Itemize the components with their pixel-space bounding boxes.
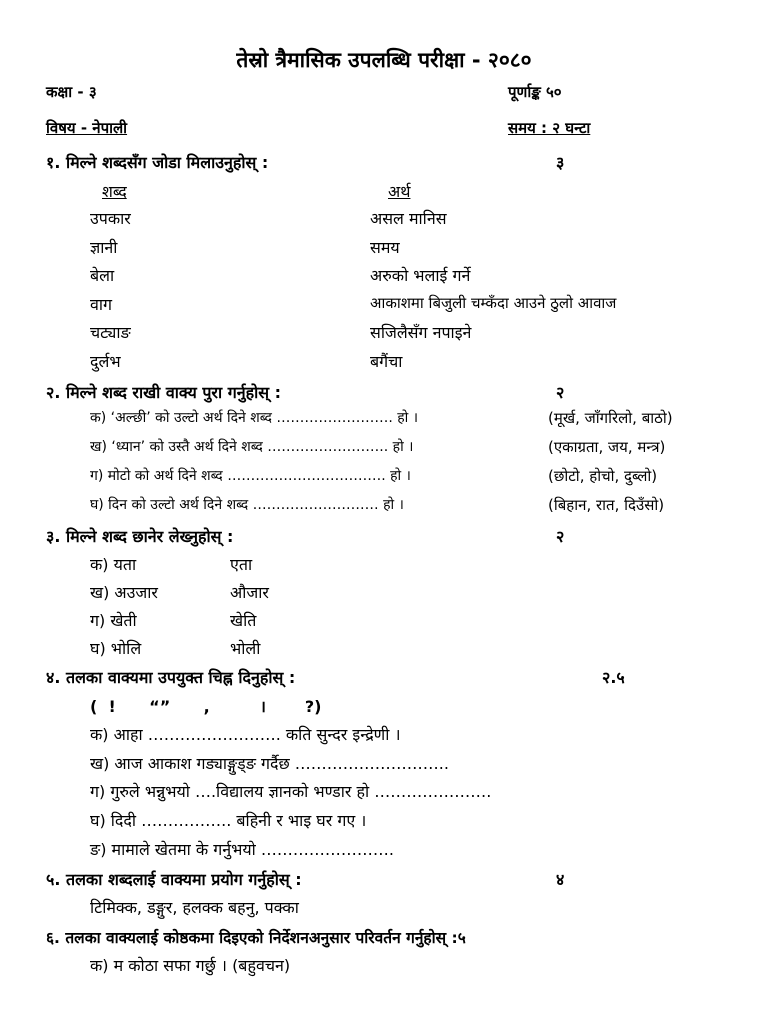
q1-word: बेला <box>90 266 115 285</box>
q3-item: ग) खेती <box>90 611 137 630</box>
q1-col-word: शब्द <box>102 182 127 201</box>
q1-word: दुर्लभ <box>90 352 121 371</box>
q2-item: ग) मोटो को अर्थ दिने शब्द ……………………………. हो । <box>90 468 411 484</box>
class-label: कक्षा - ३ <box>46 83 97 101</box>
q2-heading: २. मिल्ने शब्द राखी वाक्य पुरा गर्नुहोस् : <box>46 383 282 402</box>
q1-word: उपकार <box>90 209 131 228</box>
q1-meaning: समय <box>370 238 400 257</box>
q2-item: ख) ‘ध्यान’ को उस्तै अर्थ दिने शब्द …………………….. हो । <box>90 439 414 455</box>
q1-word: वाग <box>90 295 113 314</box>
q4-item: घ) दिदी …………….. बहिनी र भाइ घर गए । <box>90 811 367 830</box>
q3-alt: एता <box>230 555 253 574</box>
q1-meaning: बगैंचा <box>370 352 403 371</box>
q4-marks: २.५ <box>602 668 625 687</box>
q5-words: टिमिक्क, डङ्गुर, हलक्क बहनु, पक्का <box>90 898 299 917</box>
q4-heading: ४. तलका वाक्यमा उपयुक्त चिह्न दिनुहोस् : <box>46 668 296 687</box>
q3-alt: औजार <box>230 583 269 602</box>
q4-item: ङ) मामाले खेतमा के गर्नुभयो ……………………. <box>90 840 394 859</box>
q4-symbols: ( ! “” , । ?) <box>90 697 322 716</box>
q1-meaning: आकाशमा बिजुली चम्कँदा आउने ठुलो आवाज <box>370 294 617 312</box>
q1-meaning: असल मानिस <box>370 209 447 228</box>
subject-text: विषय - नेपाली <box>46 119 128 137</box>
q2-marks: २ <box>556 383 565 402</box>
q2-options: (एकाग्रता, जय, मन्त्र) <box>548 438 666 456</box>
q1-marks: ३ <box>556 153 565 172</box>
q1-heading: १. मिल्ने शब्दसँग जोडा मिलाउनुहोस् : <box>46 153 269 172</box>
q1-col-meaning: अर्थ <box>388 182 411 201</box>
q3-item: ख) अउजार <box>90 583 158 602</box>
q4-item: क) आहा ……………………. कति सुन्दर इन्द्रेणी । <box>90 725 401 744</box>
page-title: तेस्रो त्रैमासिक उपलब्धि परीक्षा - २०८० <box>236 48 532 72</box>
q3-item: क) यता <box>90 555 137 574</box>
q1-meaning: अरुको भलाई गर्ने <box>370 266 471 285</box>
q3-alt: भोली <box>230 639 261 658</box>
q1-word: चट्याङ <box>90 323 131 342</box>
q1-word: ज्ञानी <box>90 238 118 257</box>
q5-marks: ४ <box>556 870 565 889</box>
q2-options: (छोटो, होचो, दुब्लो) <box>548 467 658 485</box>
q3-alt: खेति <box>230 611 257 630</box>
q3-heading: ३. मिल्ने शब्द छानेर लेख्नुहोस् : <box>46 527 234 546</box>
q4-item: ख) आज आकाश गड्याङ्गुड्ङ गर्दैछ ……………………….. <box>90 754 449 773</box>
q5-heading: ५. तलका शब्दलाई वाक्यमा प्रयोग गर्नुहोस् : <box>46 870 302 889</box>
q3-marks: २ <box>556 527 565 546</box>
q2-item: क) ‘अल्छी’ को उल्टो अर्थ दिने शब्द ……………………. हो । <box>90 410 419 426</box>
q1-meaning: सजिलैसँग नपाइने <box>370 323 472 342</box>
q2-options: (बिहान, रात, दिउँसो) <box>548 496 665 514</box>
time-label: समय : २ घन्टा <box>508 119 591 137</box>
q2-options: (मूर्ख, जाँगरिलो, बाठो) <box>548 409 673 427</box>
full-marks-label: पूर्णाङ्क ५० <box>508 83 562 101</box>
q2-item: घ) दिन को उल्टो अर्थ दिने शब्द ……………………… हो । <box>90 497 404 513</box>
q6-heading: ६. तलका वाक्यलाई कोष्ठकमा दिइएको निर्देशनअनुसार परिवर्तन गर्नुहोस् :५ <box>46 929 466 947</box>
q3-item: घ) भोलि <box>90 639 142 658</box>
q4-item: ग) गुरुले भन्नुभयो ….विद्यालय ज्ञानको भण्डार हो …………………. <box>90 782 492 801</box>
q6-item: क) म कोठा सफा गर्छु । (बहुवचन) <box>90 956 291 975</box>
